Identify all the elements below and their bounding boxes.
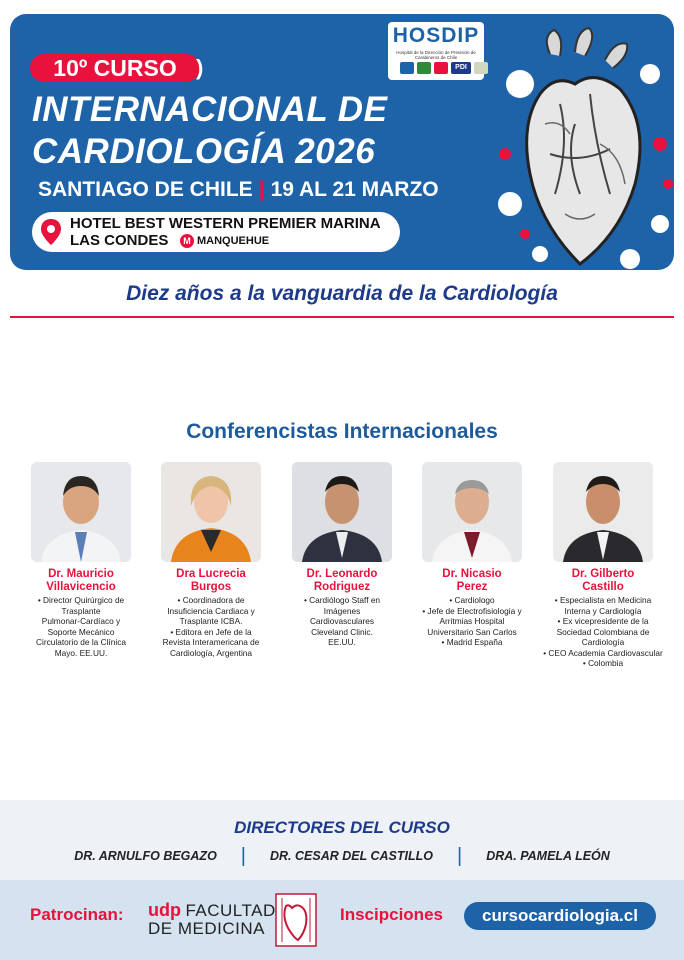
- description-line: • Cardiologo: [449, 595, 495, 605]
- chile-seal-icon: [400, 62, 414, 74]
- speaker-description: [20, 595, 142, 658]
- speaker-name-line: Dr. Gilberto: [571, 568, 635, 580]
- speaker-photo: [31, 462, 131, 562]
- description-line: Soporte Mecánico: [47, 626, 115, 637]
- description-line: Trasplante: [61, 605, 101, 616]
- description-line: EE.UU.: [328, 637, 356, 647]
- divider-line: [10, 316, 674, 318]
- speaker-name-line: Dr. Mauricio: [48, 568, 114, 580]
- description-line: Imágenes: [323, 605, 361, 616]
- udp-medicine: DE MEDICINA: [148, 919, 265, 938]
- description-line: • Ex vicepresidente de la: [557, 616, 649, 626]
- directors-list: [0, 846, 684, 866]
- shield-icon: [434, 62, 448, 74]
- speaker-description: [150, 595, 272, 658]
- speaker-description: [281, 595, 403, 648]
- director-name: DR. CESAR DEL CASTILLO: [270, 849, 433, 863]
- speaker-name-line: Villavicencio: [46, 581, 116, 593]
- hosdip-logo: [388, 22, 484, 80]
- venue-name: HOTEL BEST WESTERN PREMIER MARINA: [70, 215, 381, 232]
- speaker-card: [542, 462, 664, 669]
- description-line: Trasplante ICBA.: [179, 616, 243, 626]
- description-line: • Especialista en Medicina: [554, 595, 652, 605]
- description-line: Cardiología: [581, 637, 625, 647]
- venue-pill: [32, 212, 400, 252]
- metro-station: [180, 234, 269, 248]
- speaker-card: [411, 462, 533, 648]
- speaker-card: [20, 462, 142, 658]
- speaker-photo: [553, 462, 653, 562]
- speaker-name: [20, 568, 142, 594]
- tagline: Diez años a la vanguardia de la Cardiología: [126, 282, 558, 305]
- emblem-icon: [474, 62, 488, 74]
- speaker-name-line: Castillo: [582, 581, 624, 593]
- course-edition-badge: 10º CURSO: [30, 54, 200, 82]
- speaker-name-line: Dr. Leonardo: [306, 568, 378, 580]
- description-line: • Editora en Jefe de la: [170, 626, 252, 637]
- description-line: • Madrid España: [441, 637, 503, 647]
- speaker-name: [281, 568, 403, 594]
- description-line: Cleveland Clinic.: [311, 626, 373, 637]
- description-line: Cardiovasculares: [309, 616, 375, 626]
- description-line: Sociedad Colombiana de: [556, 626, 650, 637]
- director-name: DR. ARNULFO BEGAZO: [74, 849, 217, 863]
- description-line: Insuficiencia Cardiaca y: [167, 605, 255, 616]
- city-dates: [38, 177, 439, 203]
- speaker-photo: [422, 462, 522, 562]
- description-line: Arritmias Hospital: [439, 616, 505, 626]
- speaker-photo: [161, 462, 261, 562]
- divider-bar: |: [240, 845, 246, 867]
- sponsors-label: Patrocinan:: [30, 905, 124, 924]
- metro-icon: M: [180, 234, 194, 248]
- description-line: • Director Quirúrgico de: [37, 595, 125, 605]
- description-line: • Colombia: [582, 658, 624, 668]
- description-line: • Jefe de Electrofisiologia y: [422, 605, 522, 616]
- speaker-card: [150, 462, 272, 658]
- registration-url-link[interactable]: cursocardiologia.cl: [464, 902, 656, 930]
- description-line: • Cardiólogo Staff en: [303, 595, 381, 605]
- speaker-description: [411, 595, 533, 648]
- page-title-line1: INTERNACIONAL DE: [32, 90, 388, 129]
- city-text: SANTIAGO DE CHILE: [38, 178, 253, 201]
- speaker-card: [281, 462, 403, 648]
- description-line: • CEO Academia Cardiovascular: [543, 647, 663, 658]
- registration-label: Inscipciones: [340, 905, 443, 924]
- metro-station-name: MANQUEHUE: [197, 235, 270, 247]
- description-line: Universitario San Carlos: [427, 626, 517, 637]
- speaker-name: [542, 568, 664, 594]
- description-line: • Coordinadora de: [177, 595, 245, 605]
- speaker-name: [411, 568, 533, 594]
- director-name: DRA. PAMELA LEÓN: [486, 849, 610, 863]
- footer: [0, 880, 684, 960]
- divider-bar: |: [456, 845, 463, 867]
- description-line: Cardiología, Argentina: [169, 647, 253, 658]
- institution-seals: [400, 62, 488, 74]
- heart-illustration: [480, 24, 674, 270]
- carabineros-seal-icon: [417, 62, 431, 74]
- description-line: Circulatorio de la Clínica: [36, 637, 126, 647]
- speakers-section-title: Conferencistas Internacionales: [186, 420, 498, 443]
- description-line: Interna y Cardiología: [564, 605, 642, 616]
- society-crest-icon: [274, 892, 318, 948]
- speaker-name-line: Dra Lucrecia: [176, 568, 246, 580]
- udp-faculty: FACULTAD: [185, 901, 276, 920]
- dates-text: 19 AL 21 MARZO: [270, 178, 439, 201]
- header-banner: [10, 14, 674, 270]
- hosdip-logo-subtitle: Hospital de la Dirección de Previsión de Carabineros de Chile: [396, 50, 476, 60]
- hosdip-logo-text: HOSDIP: [392, 24, 480, 47]
- sound-wave-icon: ): [196, 55, 204, 80]
- speaker-name-line: Perez: [456, 581, 488, 593]
- speaker-photo: [292, 462, 392, 562]
- page-title-line2: CARDIOLOGÍA 2026: [32, 132, 376, 171]
- description-line: Revista Interamericana de: [162, 637, 260, 647]
- udp-mark: udp: [148, 900, 181, 920]
- speaker-name-line: Dr. Nicasio: [442, 568, 502, 580]
- description-line: Pulmonar-Cardíaco y: [41, 616, 121, 626]
- speaker-name-line: Rodriguez: [313, 581, 371, 593]
- udp-logo: [148, 900, 276, 939]
- description-line: Mayo. EE.UU.: [54, 647, 108, 658]
- directors-title: DIRECTORES DEL CURSO: [234, 818, 450, 837]
- speaker-name: [150, 568, 272, 594]
- speaker-name-line: Burgos: [190, 581, 232, 593]
- directors-section: [0, 800, 684, 880]
- venue-district: LAS CONDES: [70, 232, 169, 249]
- divider-bar: |: [258, 178, 265, 201]
- pdi-badge: PDI: [451, 62, 471, 74]
- location-pin-icon: [40, 218, 62, 246]
- speaker-description: [542, 595, 664, 669]
